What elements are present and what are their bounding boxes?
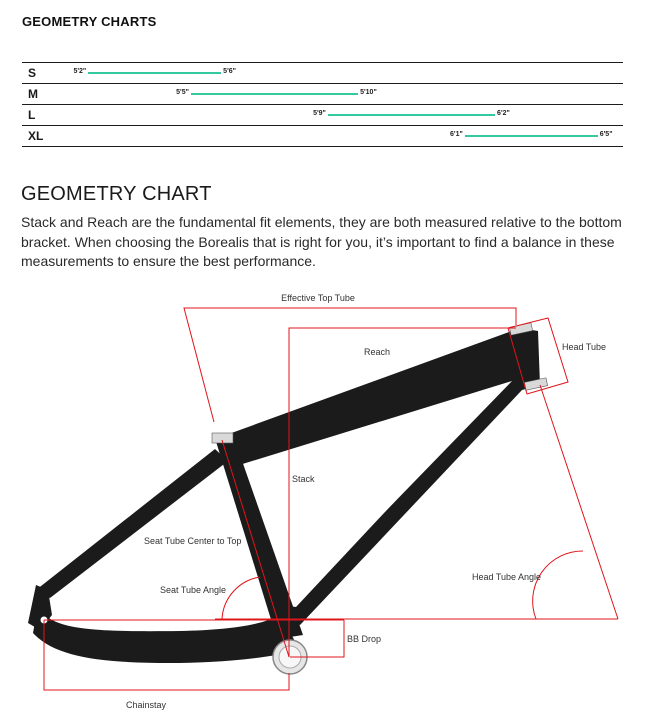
range-max-label: 5'10" [360,89,377,96]
range-line [88,72,221,74]
range-max-label: 6'2" [497,110,510,117]
range-line [328,114,495,116]
size-row-xl [22,125,623,147]
range-line [191,93,358,95]
range-min-label: 6'1" [450,131,463,138]
label-bb-drop: BB Drop [347,634,382,644]
label-seat-tube-center-to-top: Seat Tube Center to Top [144,536,242,546]
head-tube-axis [540,385,618,619]
size-row-l [22,104,623,125]
range-min-label: 5'9" [313,110,326,117]
label-head-tube: Head Tube [562,342,607,352]
bike-frame [28,323,548,674]
range-min-label: 5'2" [73,68,87,75]
geometry-chart-heading: GEOMETRY CHART [21,183,212,205]
geometry-charts-title: GEOMETRY CHARTS [22,14,157,29]
frame-geometry-diagram [0,285,651,721]
size-row-m [22,83,623,104]
size-range-table [22,62,623,147]
label-effective-top-tube: Effective Top Tube [281,293,355,303]
label-seat-tube-angle: Seat Tube Angle [160,585,227,595]
geometry-description: Stack and Reach are the fundamental fit elements, they are both measured relative to the bottom bracket. When choosing the Borealis that is right for you, it’s important to find a balance in these measurements to ensure the best performance. [21,214,622,269]
label-stack: Stack [292,474,315,484]
size-label: L [28,108,36,122]
range-max-label: 5'6" [223,68,236,75]
range-max-label: 6'5" [599,131,613,138]
size-label: XL [28,129,44,143]
range-line [465,135,598,137]
chain-stay [33,605,300,663]
label-head-tube-angle: Head Tube Angle [472,572,542,582]
seat-stay [36,449,228,598]
size-row-s [22,62,623,83]
size-label: S [28,66,37,80]
range-min-label: 5'5" [176,89,189,96]
label-reach: Reach [364,347,391,357]
size-label: M [28,87,38,101]
label-chainstay: Chainstay [125,700,167,710]
seat-tube-angle-arc [222,577,260,619]
head-tube-angle-arc [533,551,583,619]
